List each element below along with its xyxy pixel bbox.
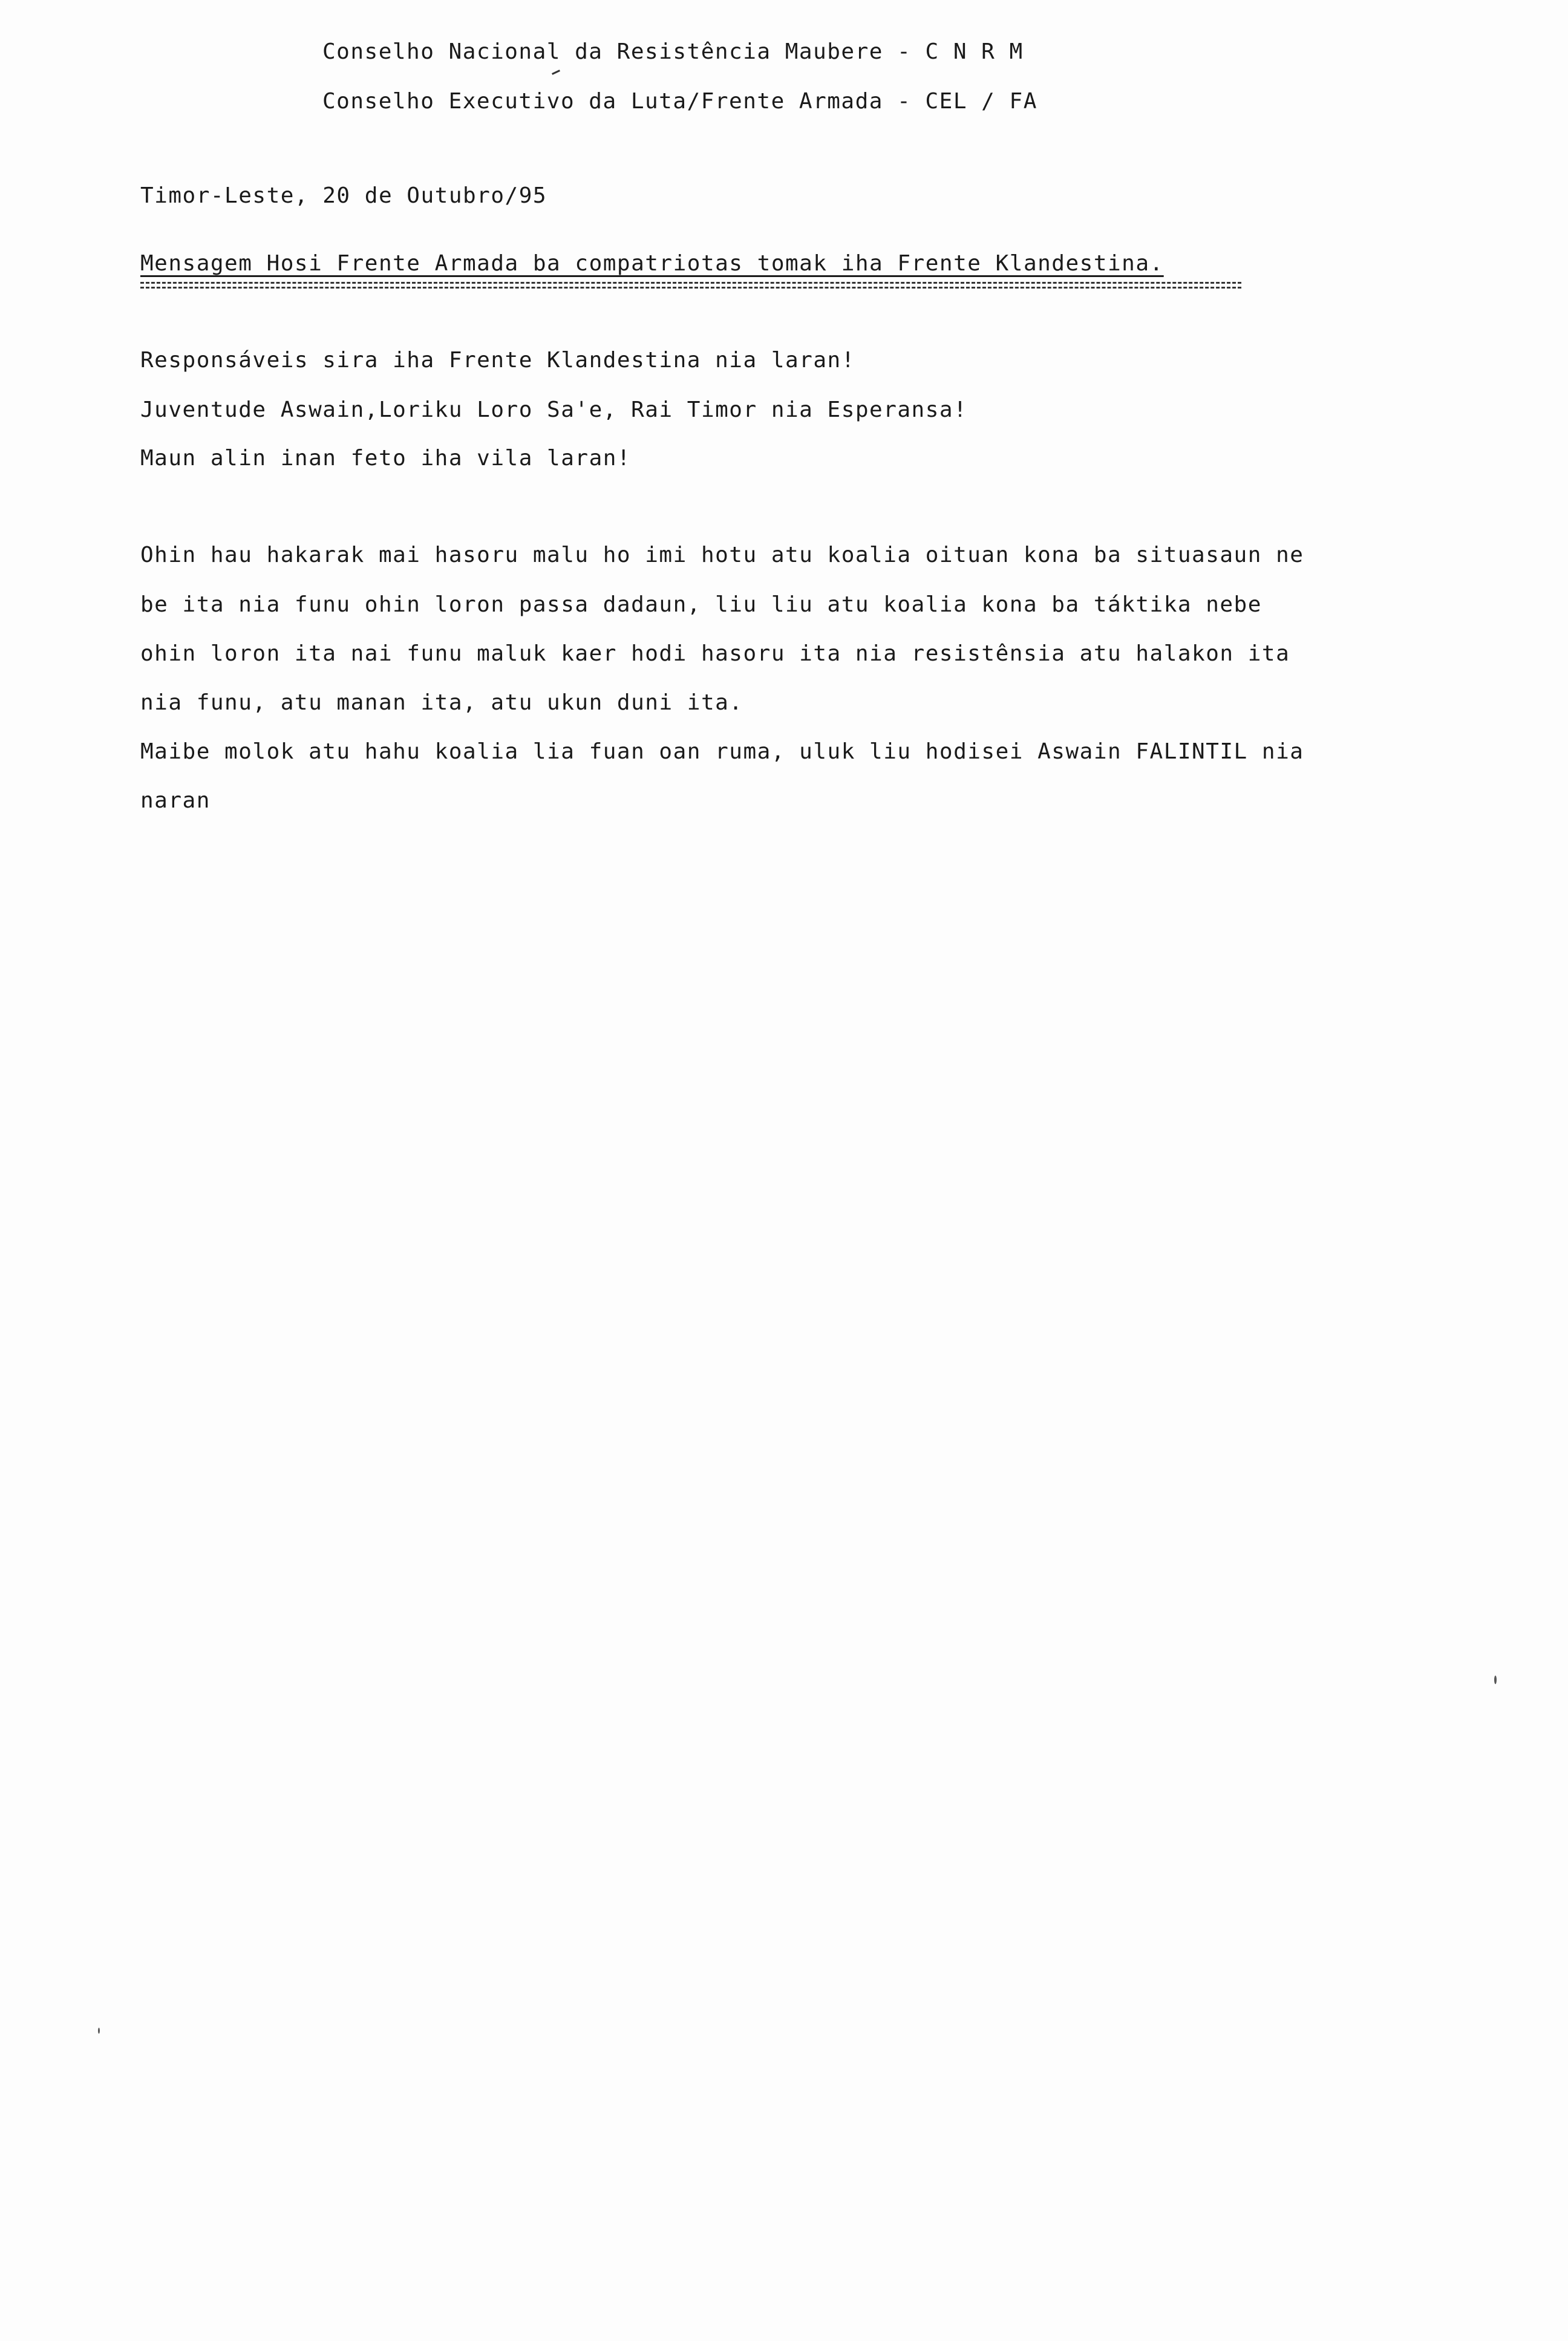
- document-subject: Mensagem Hosi Frente Armada ba compatriotas tomak iha Frente Klandestina.: [140, 251, 1164, 276]
- salutation-line: Responsáveis sira iha Frente Klandestina nia laran!: [140, 348, 855, 373]
- body-text-line: be ita nia funu ohin loron passa dadaun, liu liu atu koalia kona ba táktika nebe: [140, 592, 1262, 617]
- body-text-line: Ohin hau hakarak mai hasoru malu ho imi hotu atu koalia oituan kona ba situasaun ne: [140, 543, 1304, 567]
- salutation-line: Maun alin inan feto iha vila laran!: [140, 446, 632, 471]
- scan-speck: [1494, 1676, 1497, 1684]
- ink-mark: [552, 70, 560, 75]
- header-council: Conselho Executivo da Luta/Frente Armada - CEL / FA: [322, 89, 1037, 114]
- body-text-line: nia funu, atu manan ita, atu ukun duni ita.: [140, 690, 743, 715]
- body-text-line: ohin loron ita nai funu maluk kaer hodi hasoru ita nia resistênsia atu halakon ita: [140, 641, 1290, 666]
- subject-double-rule-top: [140, 282, 1241, 284]
- body-text-line: Maibe molok atu hahu koalia lia fuan oan ruma, uluk liu hodisei Aswain FALINTIL nia: [140, 739, 1304, 764]
- header-organization: Conselho Nacional da Resistência Maubere - C N R M: [322, 39, 1024, 64]
- salutation-line: Juventude Aswain,Loriku Loro Sa'e, Rai Timor nia Esperansa!: [140, 397, 968, 422]
- scan-speck: [98, 2028, 100, 2034]
- subject-double-rule-bottom: [140, 287, 1241, 289]
- document-date: Timor-Leste, 20 de Outubro/95: [140, 183, 547, 208]
- body-text-line: naran: [140, 788, 211, 813]
